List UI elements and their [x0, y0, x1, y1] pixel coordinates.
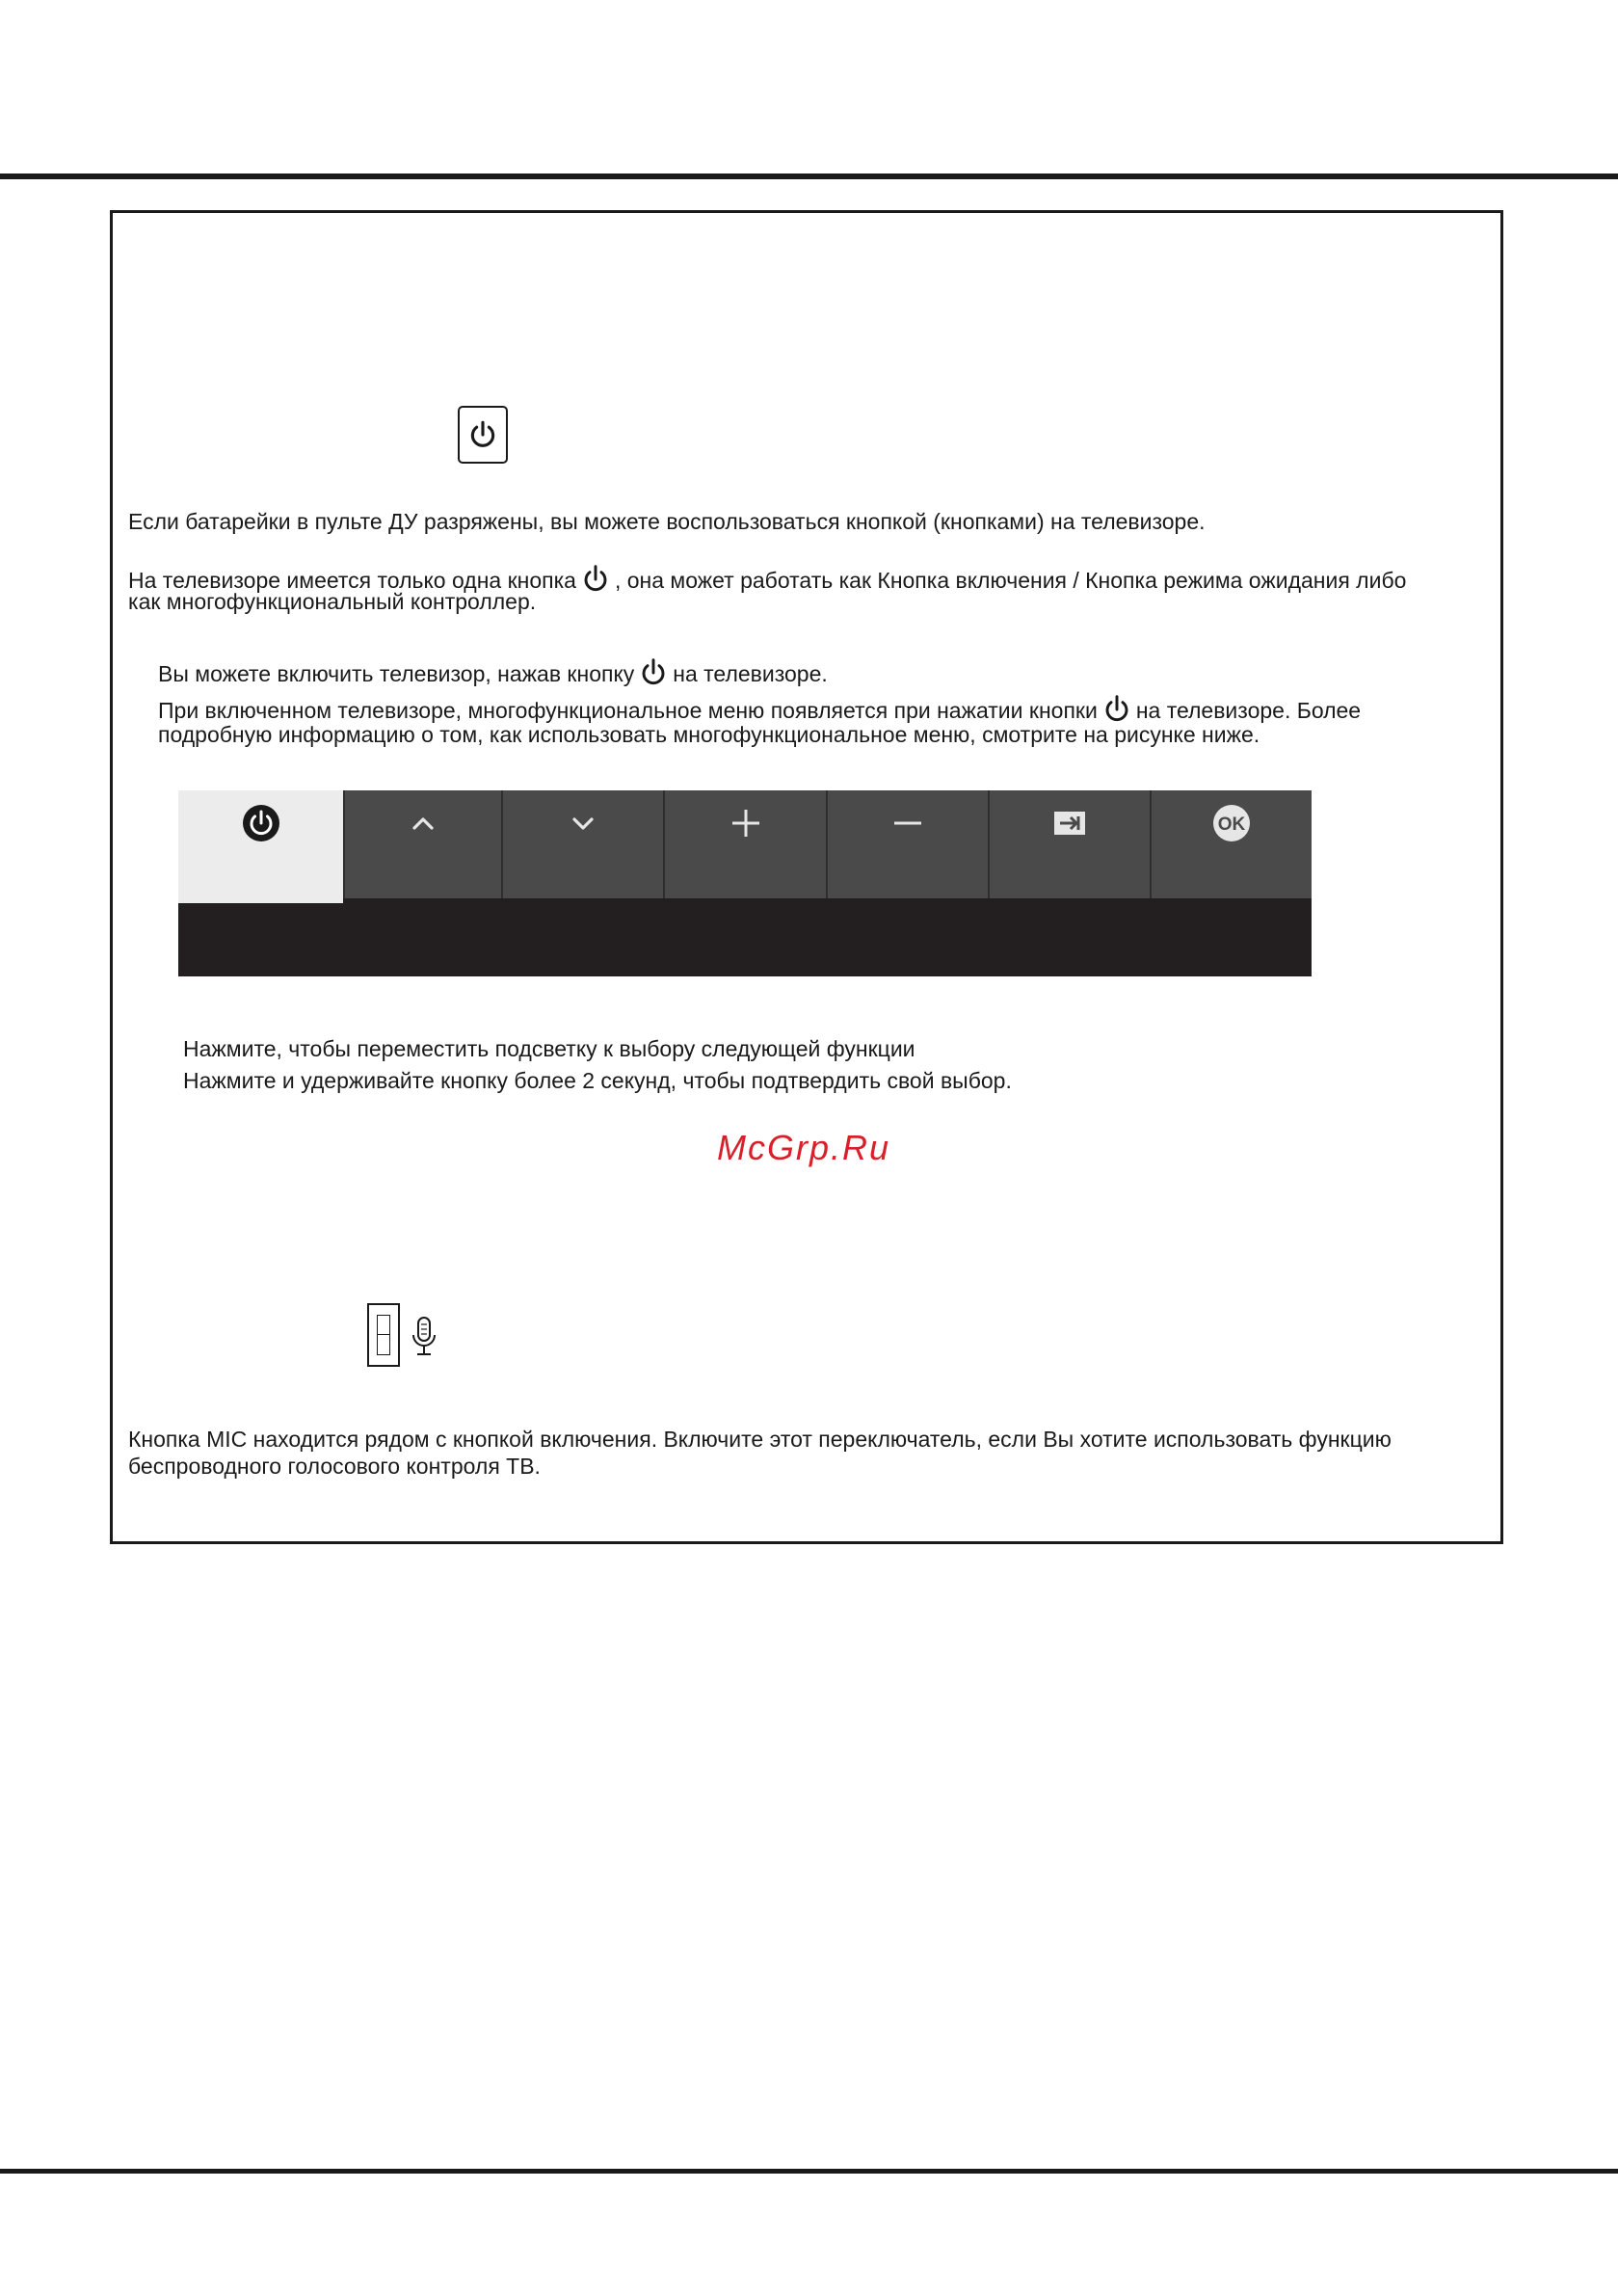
menu-note-line2: подробную информацию о том, как использовать многофункциональное меню, смотрите на рисунке ниже.: [158, 722, 1260, 747]
menu-note-end: на телевизоре. Более: [1135, 698, 1362, 723]
instruction-move: Нажмите, чтобы переместить подсветку к выбору следующей функции: [183, 1036, 915, 1061]
menu-item-plus[interactable]: [663, 790, 826, 898]
power-icon: [466, 418, 499, 451]
ok-label: OK: [1217, 814, 1246, 835]
instruction-hold: Нажмите и удерживайте кнопку более 2 секунд, чтобы подтвердить свой выбор.: [183, 1068, 1012, 1093]
turn-on-note: [158, 657, 828, 688]
turn-on-note-end: на телевизоре.: [673, 661, 828, 686]
power-icon: [638, 657, 669, 688]
chevron-down-icon: [562, 802, 604, 844]
power-icon: [1101, 694, 1132, 725]
single-button-note-end: , она может работать как Кнопка включения / Кнопка режима ожидания либо: [614, 568, 1407, 593]
microphone-icon: [407, 1315, 441, 1359]
mic-note-line1: Кнопка MIC находится рядом с кнопкой включения. Включите этот переключатель, если Вы хотите использовать функцию: [128, 1427, 1392, 1452]
power-key-illustration: [458, 406, 508, 464]
battery-note: Если батарейки в пульте ДУ разряжены, вы можете воспользоваться кнопкой (кнопками) на телевизоре.: [128, 509, 1206, 534]
ok-icon: [1210, 802, 1253, 844]
menu-note-start: При включенном телевизоре, многофункциональное меню появляется при нажатии кнопки: [158, 698, 1098, 723]
input-source-icon: [1048, 802, 1091, 844]
multifunction-menu: [178, 790, 1312, 976]
power-icon: [240, 802, 282, 844]
menu-item-minus[interactable]: [826, 790, 988, 898]
menu-item-up[interactable]: [343, 790, 501, 898]
single-button-note-line2: как многофункциональный контроллер.: [128, 589, 537, 614]
mic-switch-illustration: [367, 1303, 400, 1367]
header-rule: [0, 174, 1618, 179]
footer-rule: [0, 2169, 1618, 2174]
menu-item-power[interactable]: [178, 790, 343, 903]
chevron-up-icon: [402, 802, 444, 844]
menu-note: [158, 694, 1361, 725]
minus-icon: [887, 802, 929, 844]
turn-on-note-start: Вы можете включить телевизор, нажав кнопку: [158, 661, 635, 686]
menu-item-ok[interactable]: [1150, 790, 1312, 898]
mic-switch-knob: [377, 1315, 390, 1355]
plus-icon: [725, 802, 767, 844]
menu-item-source[interactable]: [988, 790, 1150, 898]
watermark: McGrp.Ru: [717, 1128, 891, 1167]
power-icon: [580, 564, 611, 595]
single-button-note-start: На телевизоре имеется только одна кнопка: [128, 568, 576, 593]
mic-note-line2: беспроводного голосового контроля ТВ.: [128, 1454, 541, 1479]
menu-item-down[interactable]: [501, 790, 663, 898]
